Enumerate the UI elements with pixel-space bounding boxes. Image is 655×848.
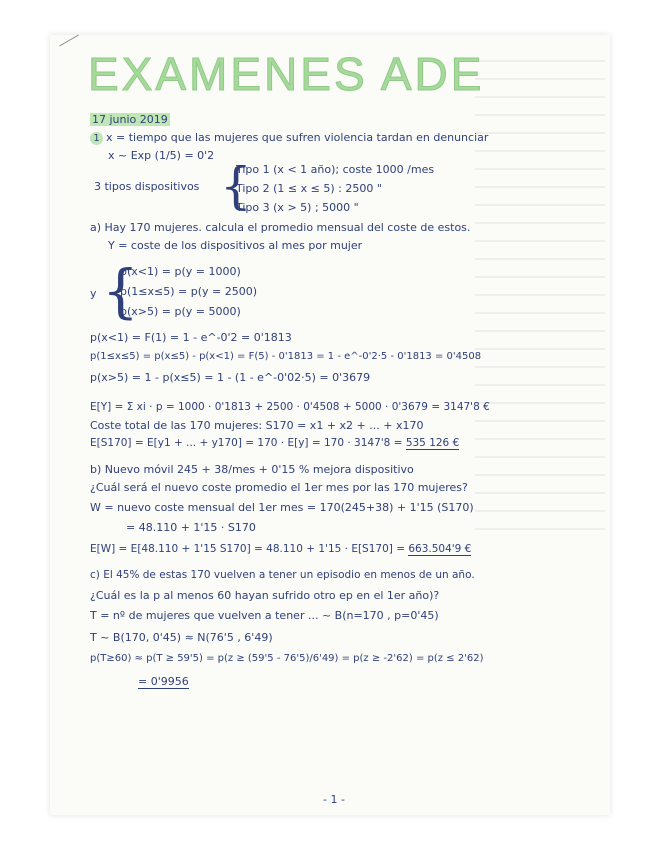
part-a-statement: a) Hay 170 mujeres. calcula el promedio mensual del coste de estos. xyxy=(90,221,471,234)
prob-line-1: p(x<1) = F(1) = 1 - e^-0'2 = 0'1813 xyxy=(90,331,292,344)
page-number: - 1 - xyxy=(323,793,345,806)
prob-line-3: p(x>5) = 1 - p(x≤5) = 1 - (1 - e^-0'02·5) = 0'3679 xyxy=(90,371,371,384)
part-c-result xyxy=(138,675,189,688)
statement-line-1: 1 x = tiempo que las mujeres que sufren violencia tardan en denunciar xyxy=(90,131,488,145)
total-expectation-line: E[S170] = E[y1 + ... + y170] = 170 · E[y] = 170 · 3147'8 = 535 126 € xyxy=(90,437,460,449)
total-cost-line: Coste total de las 170 mujeres: S170 = x1 + x2 + ... + x170 xyxy=(90,419,424,432)
y-brace: { xyxy=(102,257,139,325)
answer-b: 663.504'9 € xyxy=(408,543,472,555)
part-c-approximation: T ~ B(170, 0'45) ≈ N(76'5 , 6'49) xyxy=(90,631,273,644)
y-case-2: p(1≤x≤5) = p(y = 2500) xyxy=(120,285,257,298)
device-type-1: Tipo 1 (x < 1 año); coste 1000 /mes xyxy=(236,163,435,176)
part-b-question: ¿Cuál será el nuevo coste promedio el 1er mes por las 170 mujeres? xyxy=(90,481,468,494)
part-a-variable: Y = coste de los dispositivos al mes por mujer xyxy=(108,239,363,252)
part-b-expectation: E[W] = E[48.110 + 1'15 S170] = 48.110 + 1'15 · E[S170] = 663.504'9 € xyxy=(90,543,472,555)
answer-c: = 0'9956 xyxy=(138,675,189,688)
date: 17 junio 2019 xyxy=(92,113,168,126)
part-c-question: ¿Cuál es la p al menos 60 hayan sufrido otro ep en el 1er año)? xyxy=(90,589,440,602)
expectation-line: E[Y] = Σ xi · p = 1000 · 0'1813 + 2500 · 0'4508 + 5000 · 0'3679 = 3147'8 € xyxy=(90,401,490,413)
answer-a: 535 126 € xyxy=(405,437,460,449)
part-c-probability: p(T≥60) ≈ p(T ≥ 59'5) = p(z ≥ (59'5 - 76'5)/6'49) = p(z ≥ -2'62) = p(z ≤ 2'62) xyxy=(90,653,484,664)
y-label: y xyxy=(90,287,97,300)
device-type-3: Tipo 3 (x > 5) ; 5000 " xyxy=(236,201,359,214)
part-c-definition: T = nº de mujeres que vuelven a tener ... ~ B(n=170 , p=0'45) xyxy=(90,609,439,622)
part-c-statement: c) El 45% de estas 170 vuelven a tener un episodio en menos de un año. xyxy=(90,569,475,581)
pen-mark xyxy=(59,35,79,47)
part-b-simplified: = 48.110 + 1'15 · S170 xyxy=(126,521,256,534)
page-title: EXAMENES ADE xyxy=(88,48,485,100)
device-type-2: Tipo 2 (1 ≤ x ≤ 5) : 2500 " xyxy=(236,182,382,195)
problem-number-badge: 1 xyxy=(90,132,103,145)
prob-line-2: p(1≤x≤5) = p(x≤5) - p(x<1) = F(5) - 0'1813 = 1 - e^-0'2·5 - 0'1813 = 0'4508 xyxy=(90,351,482,362)
statement-line-2: x ~ Exp (1/5) = 0'2 xyxy=(108,149,215,162)
bleed-through-text xyxy=(475,60,605,540)
part-b-statement: b) Nuevo móvil 245 + 38/mes + 0'15 % mejora dispositivo xyxy=(90,463,414,476)
part-b-definition: W = nuevo coste mensual del 1er mes = 170(245+38) + 1'15 (S170) xyxy=(90,501,474,514)
y-case-1: p(x<1) = p(y = 1000) xyxy=(120,265,241,278)
devices-label: 3 tipos dispositivos xyxy=(94,180,200,193)
y-case-3: p(x>5) = p(y = 5000) xyxy=(120,305,241,318)
devices-brace: { xyxy=(220,157,252,215)
notebook-page xyxy=(50,35,610,815)
